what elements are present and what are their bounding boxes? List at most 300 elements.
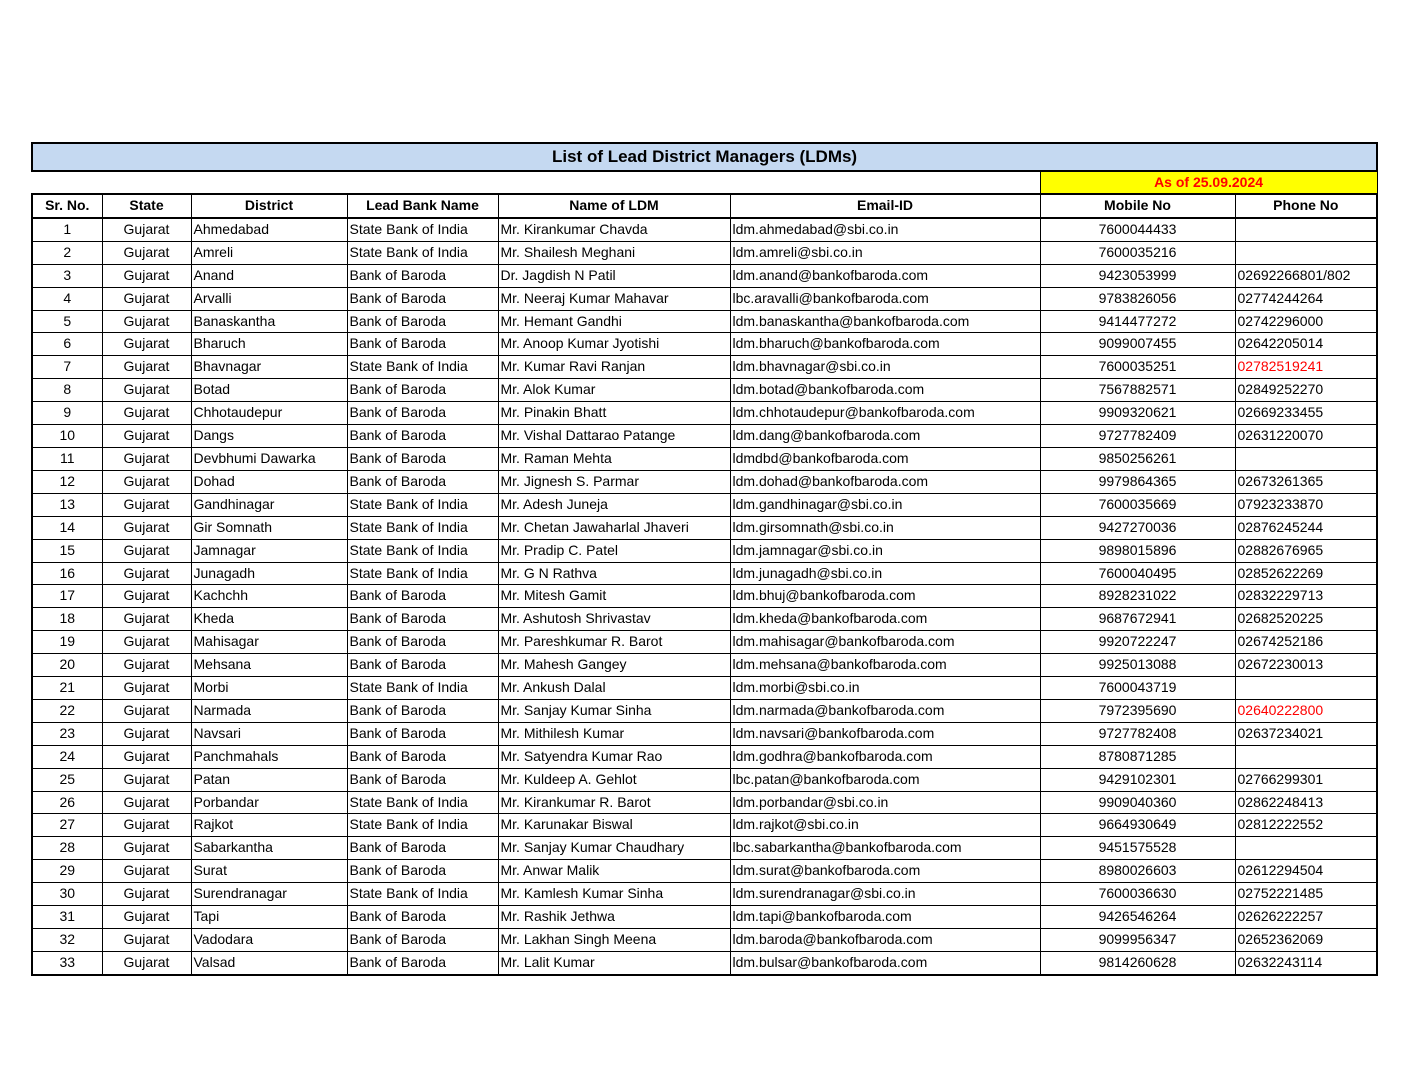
cell-email: ldm.girsomnath@sbi.co.in (730, 516, 1040, 539)
cell-sr-no: 27 (32, 814, 102, 837)
header-district: District (191, 194, 347, 218)
table-row (32, 585, 1377, 608)
cell-ldm-name: Mr. Pinakin Bhatt (498, 402, 730, 425)
cell-ldm-name: Mr. Kirankumar Chavda (498, 218, 730, 241)
cell-phone (1235, 241, 1377, 264)
cell-lead-bank: Bank of Baroda (347, 631, 498, 654)
cell-mobile: 9429102301 (1040, 768, 1235, 791)
cell-lead-bank: Bank of Baroda (347, 470, 498, 493)
cell-state: Gujarat (102, 539, 191, 562)
cell-state: Gujarat (102, 722, 191, 745)
header-phone: Phone No (1235, 194, 1377, 218)
header-lead-bank: Lead Bank Name (347, 194, 498, 218)
cell-mobile: 9727782408 (1040, 722, 1235, 745)
cell-ldm-name: Mr. Satyendra Kumar Rao (498, 745, 730, 768)
cell-phone (1235, 447, 1377, 470)
table-row (32, 722, 1377, 745)
cell-ldm-name: Mr. Sanjay Kumar Sinha (498, 699, 730, 722)
cell-state: Gujarat (102, 516, 191, 539)
table-row (32, 493, 1377, 516)
cell-lead-bank: Bank of Baroda (347, 333, 498, 356)
cell-sr-no: 16 (32, 562, 102, 585)
cell-state: Gujarat (102, 287, 191, 310)
cell-state: Gujarat (102, 654, 191, 677)
cell-ldm-name: Mr. Kumar Ravi Ranjan (498, 356, 730, 379)
table-row (32, 562, 1377, 585)
cell-email: ldm.banaskantha@bankofbaroda.com (730, 310, 1040, 333)
cell-ldm-name: Mr. Mitesh Gamit (498, 585, 730, 608)
cell-state: Gujarat (102, 310, 191, 333)
table-row (32, 699, 1377, 722)
table-row (32, 539, 1377, 562)
cell-ldm-name: Mr. Adesh Juneja (498, 493, 730, 516)
ldm-sheet (31, 142, 1376, 976)
cell-ldm-name: Mr. Ankush Dalal (498, 677, 730, 700)
cell-lead-bank: Bank of Baroda (347, 264, 498, 287)
cell-mobile: 7600040495 (1040, 562, 1235, 585)
cell-ldm-name: Mr. Pareshkumar R. Barot (498, 631, 730, 654)
table-row (32, 654, 1377, 677)
cell-lead-bank: Bank of Baroda (347, 310, 498, 333)
cell-ldm-name: Mr. Ashutosh Shrivastav (498, 608, 730, 631)
cell-lead-bank: Bank of Baroda (347, 745, 498, 768)
cell-ldm-name: Mr. Kamlesh Kumar Sinha (498, 883, 730, 906)
cell-email: ldm.baroda@bankofbaroda.com (730, 929, 1040, 952)
cell-sr-no: 15 (32, 539, 102, 562)
cell-mobile: 8980026603 (1040, 860, 1235, 883)
cell-lead-bank: Bank of Baroda (347, 447, 498, 470)
cell-ldm-name: Mr. Jignesh S. Parmar (498, 470, 730, 493)
cell-sr-no: 33 (32, 951, 102, 974)
cell-lead-bank: Bank of Baroda (347, 585, 498, 608)
cell-mobile: 8780871285 (1040, 745, 1235, 768)
cell-state: Gujarat (102, 860, 191, 883)
cell-sr-no: 7 (32, 356, 102, 379)
cell-phone: 02752221485 (1235, 883, 1377, 906)
cell-mobile: 9451575528 (1040, 837, 1235, 860)
cell-sr-no: 17 (32, 585, 102, 608)
table-row (32, 333, 1377, 356)
cell-email: ldm.mahisagar@bankofbaroda.com (730, 631, 1040, 654)
cell-lead-bank: State Bank of India (347, 562, 498, 585)
cell-ldm-name: Mr. Kirankumar R. Barot (498, 791, 730, 814)
cell-email: ldm.chhotaudepur@bankofbaroda.com (730, 402, 1040, 425)
table-row (32, 356, 1377, 379)
cell-mobile: 9898015896 (1040, 539, 1235, 562)
cell-mobile: 7600043719 (1040, 677, 1235, 700)
cell-state: Gujarat (102, 585, 191, 608)
cell-lead-bank: Bank of Baroda (347, 837, 498, 860)
cell-state: Gujarat (102, 631, 191, 654)
as-of-row (32, 171, 1377, 194)
table-row (32, 402, 1377, 425)
cell-sr-no: 32 (32, 929, 102, 952)
cell-lead-bank: Bank of Baroda (347, 379, 498, 402)
cell-district: Junagadh (191, 562, 347, 585)
cell-lead-bank: Bank of Baroda (347, 860, 498, 883)
cell-email: ldm.godhra@bankofbaroda.com (730, 745, 1040, 768)
header-mobile: Mobile No (1040, 194, 1235, 218)
cell-phone: 02642205014 (1235, 333, 1377, 356)
cell-sr-no: 11 (32, 447, 102, 470)
as-of-date: As of 25.09.2024 (1040, 171, 1377, 194)
cell-sr-no: 19 (32, 631, 102, 654)
cell-sr-no: 24 (32, 745, 102, 768)
cell-lead-bank: Bank of Baroda (347, 425, 498, 448)
cell-phone: 02631220070 (1235, 425, 1377, 448)
cell-email: ldm.morbi@sbi.co.in (730, 677, 1040, 700)
cell-phone: 02612294504 (1235, 860, 1377, 883)
as-of-spacer (32, 171, 1040, 194)
header-ldm-name: Name of LDM (498, 194, 730, 218)
cell-sr-no: 4 (32, 287, 102, 310)
cell-phone: 02876245244 (1235, 516, 1377, 539)
cell-phone: 02882676965 (1235, 539, 1377, 562)
cell-email: ldm.mehsana@bankofbaroda.com (730, 654, 1040, 677)
cell-district: Bharuch (191, 333, 347, 356)
cell-lead-bank: State Bank of India (347, 493, 498, 516)
cell-district: Dohad (191, 470, 347, 493)
cell-lead-bank: Bank of Baroda (347, 402, 498, 425)
cell-sr-no: 10 (32, 425, 102, 448)
cell-state: Gujarat (102, 837, 191, 860)
cell-state: Gujarat (102, 402, 191, 425)
cell-mobile: 9920722247 (1040, 631, 1235, 654)
cell-email: ldm.bhavnagar@sbi.co.in (730, 356, 1040, 379)
cell-sr-no: 6 (32, 333, 102, 356)
cell-state: Gujarat (102, 562, 191, 585)
cell-state: Gujarat (102, 333, 191, 356)
cell-phone: 02673261365 (1235, 470, 1377, 493)
cell-sr-no: 26 (32, 791, 102, 814)
cell-lead-bank: State Bank of India (347, 356, 498, 379)
cell-mobile: 9427270036 (1040, 516, 1235, 539)
cell-district: Mehsana (191, 654, 347, 677)
cell-sr-no: 13 (32, 493, 102, 516)
cell-lead-bank: State Bank of India (347, 883, 498, 906)
cell-email: ldm.junagadh@sbi.co.in (730, 562, 1040, 585)
cell-lead-bank: Bank of Baroda (347, 951, 498, 974)
cell-mobile: 9414477272 (1040, 310, 1235, 333)
cell-ldm-name: Mr. Anwar Malik (498, 860, 730, 883)
cell-district: Patan (191, 768, 347, 791)
table-row (32, 906, 1377, 929)
cell-mobile: 9850256261 (1040, 447, 1235, 470)
cell-lead-bank: State Bank of India (347, 218, 498, 241)
cell-state: Gujarat (102, 241, 191, 264)
table-row (32, 860, 1377, 883)
cell-email: ldm.surendranagar@sbi.co.in (730, 883, 1040, 906)
cell-district: Kheda (191, 608, 347, 631)
cell-sr-no: 18 (32, 608, 102, 631)
cell-mobile: 7567882571 (1040, 379, 1235, 402)
table-row (32, 310, 1377, 333)
cell-phone: 02852622269 (1235, 562, 1377, 585)
cell-district: Rajkot (191, 814, 347, 837)
cell-ldm-name: Mr. Lalit Kumar (498, 951, 730, 974)
table-row (32, 677, 1377, 700)
cell-state: Gujarat (102, 929, 191, 952)
cell-district: Dangs (191, 425, 347, 448)
cell-ldm-name: Mr. Shailesh Meghani (498, 241, 730, 264)
cell-mobile: 9727782409 (1040, 425, 1235, 448)
cell-district: Devbhumi Dawarka (191, 447, 347, 470)
cell-district: Anand (191, 264, 347, 287)
cell-lead-bank: State Bank of India (347, 516, 498, 539)
cell-email: ldmdbd@bankofbaroda.com (730, 447, 1040, 470)
table-row (32, 768, 1377, 791)
cell-sr-no: 14 (32, 516, 102, 539)
table-row (32, 218, 1377, 241)
cell-ldm-name: Mr. Lakhan Singh Meena (498, 929, 730, 952)
title-row (32, 143, 1377, 171)
header-email: Email-ID (730, 194, 1040, 218)
cell-email: ldm.rajkot@sbi.co.in (730, 814, 1040, 837)
cell-phone (1235, 837, 1377, 860)
table-row (32, 425, 1377, 448)
cell-ldm-name: Mr. Anoop Kumar Jyotishi (498, 333, 730, 356)
cell-mobile: 9687672941 (1040, 608, 1235, 631)
cell-sr-no: 1 (32, 218, 102, 241)
table-row (32, 929, 1377, 952)
table-row (32, 608, 1377, 631)
cell-lead-bank: State Bank of India (347, 241, 498, 264)
cell-state: Gujarat (102, 425, 191, 448)
cell-sr-no: 8 (32, 379, 102, 402)
table-row (32, 264, 1377, 287)
cell-mobile: 7600035669 (1040, 493, 1235, 516)
cell-mobile: 7600035216 (1040, 241, 1235, 264)
cell-sr-no: 21 (32, 677, 102, 700)
cell-mobile: 7600035251 (1040, 356, 1235, 379)
cell-lead-bank: State Bank of India (347, 791, 498, 814)
cell-phone: 02632243114 (1235, 951, 1377, 974)
cell-email: lbc.sabarkantha@bankofbaroda.com (730, 837, 1040, 860)
cell-phone (1235, 677, 1377, 700)
cell-district: Porbandar (191, 791, 347, 814)
cell-lead-bank: Bank of Baroda (347, 699, 498, 722)
cell-sr-no: 2 (32, 241, 102, 264)
cell-phone: 02692266801/802 (1235, 264, 1377, 287)
cell-mobile: 7600044433 (1040, 218, 1235, 241)
cell-lead-bank: Bank of Baroda (347, 287, 498, 310)
cell-sr-no: 5 (32, 310, 102, 333)
table-row (32, 745, 1377, 768)
table-row (32, 241, 1377, 264)
cell-state: Gujarat (102, 745, 191, 768)
cell-mobile: 9909320621 (1040, 402, 1235, 425)
cell-email: ldm.porbandar@sbi.co.in (730, 791, 1040, 814)
cell-state: Gujarat (102, 356, 191, 379)
cell-ldm-name: Mr. Kuldeep A. Gehlot (498, 768, 730, 791)
cell-ldm-name: Mr. G N Rathva (498, 562, 730, 585)
cell-email: lbc.patan@bankofbaroda.com (730, 768, 1040, 791)
cell-ldm-name: Mr. Mithilesh Kumar (498, 722, 730, 745)
cell-email: ldm.dohad@bankofbaroda.com (730, 470, 1040, 493)
cell-district: Banaskantha (191, 310, 347, 333)
cell-state: Gujarat (102, 379, 191, 402)
cell-state: Gujarat (102, 264, 191, 287)
cell-mobile: 9423053999 (1040, 264, 1235, 287)
cell-district: Surat (191, 860, 347, 883)
cell-email: ldm.bharuch@bankofbaroda.com (730, 333, 1040, 356)
cell-mobile: 7972395690 (1040, 699, 1235, 722)
cell-email: ldm.narmada@bankofbaroda.com (730, 699, 1040, 722)
cell-district: Botad (191, 379, 347, 402)
cell-mobile: 9979864365 (1040, 470, 1235, 493)
cell-ldm-name: Mr. Karunakar Biswal (498, 814, 730, 837)
table-row (32, 951, 1377, 974)
cell-phone (1235, 745, 1377, 768)
cell-phone: 02742296000 (1235, 310, 1377, 333)
cell-district: Navsari (191, 722, 347, 745)
cell-ldm-name: Mr. Sanjay Kumar Chaudhary (498, 837, 730, 860)
cell-lead-bank: Bank of Baroda (347, 654, 498, 677)
cell-phone: 02637234021 (1235, 722, 1377, 745)
cell-ldm-name: Mr. Pradip C. Patel (498, 539, 730, 562)
cell-mobile: 9664930649 (1040, 814, 1235, 837)
cell-email: ldm.botad@bankofbaroda.com (730, 379, 1040, 402)
cell-state: Gujarat (102, 883, 191, 906)
cell-mobile: 9099007455 (1040, 333, 1235, 356)
cell-district: Valsad (191, 951, 347, 974)
cell-sr-no: 20 (32, 654, 102, 677)
cell-state: Gujarat (102, 699, 191, 722)
table-row (32, 447, 1377, 470)
table-body (32, 218, 1377, 975)
cell-mobile: 8928231022 (1040, 585, 1235, 608)
header-row (32, 194, 1377, 218)
cell-phone: 02669233455 (1235, 402, 1377, 425)
cell-district: Ahmedabad (191, 218, 347, 241)
cell-ldm-name: Mr. Raman Mehta (498, 447, 730, 470)
header-sr-no: Sr. No. (32, 194, 102, 218)
cell-email: lbc.aravalli@bankofbaroda.com (730, 287, 1040, 310)
cell-state: Gujarat (102, 677, 191, 700)
cell-sr-no: 3 (32, 264, 102, 287)
cell-lead-bank: Bank of Baroda (347, 929, 498, 952)
cell-district: Mahisagar (191, 631, 347, 654)
cell-email: ldm.navsari@bankofbaroda.com (730, 722, 1040, 745)
cell-phone: 02652362069 (1235, 929, 1377, 952)
cell-district: Arvalli (191, 287, 347, 310)
cell-sr-no: 29 (32, 860, 102, 883)
cell-phone: 02832229713 (1235, 585, 1377, 608)
cell-district: Sabarkantha (191, 837, 347, 860)
cell-ldm-name: Mr. Vishal Dattarao Patange (498, 425, 730, 448)
cell-mobile: 9925013088 (1040, 654, 1235, 677)
cell-phone: 02766299301 (1235, 768, 1377, 791)
cell-state: Gujarat (102, 470, 191, 493)
cell-email: ldm.bhuj@bankofbaroda.com (730, 585, 1040, 608)
cell-phone: 02812222552 (1235, 814, 1377, 837)
cell-lead-bank: Bank of Baroda (347, 906, 498, 929)
cell-lead-bank: State Bank of India (347, 814, 498, 837)
cell-email: ldm.gandhinagar@sbi.co.in (730, 493, 1040, 516)
cell-district: Narmada (191, 699, 347, 722)
cell-email: ldm.amreli@sbi.co.in (730, 241, 1040, 264)
cell-phone: 02626222257 (1235, 906, 1377, 929)
cell-lead-bank: State Bank of India (347, 539, 498, 562)
cell-phone: 02782519241 (1235, 356, 1377, 379)
cell-district: Bhavnagar (191, 356, 347, 379)
cell-phone: 02862248413 (1235, 791, 1377, 814)
cell-phone: 02672230013 (1235, 654, 1377, 677)
cell-district: Gir Somnath (191, 516, 347, 539)
cell-phone (1235, 218, 1377, 241)
table-row (32, 631, 1377, 654)
cell-sr-no: 28 (32, 837, 102, 860)
table-row (32, 379, 1377, 402)
table-row (32, 814, 1377, 837)
cell-district: Kachchh (191, 585, 347, 608)
cell-mobile: 9783826056 (1040, 287, 1235, 310)
cell-email: ldm.ahmedabad@sbi.co.in (730, 218, 1040, 241)
cell-district: Morbi (191, 677, 347, 700)
cell-email: ldm.surat@bankofbaroda.com (730, 860, 1040, 883)
table-row (32, 791, 1377, 814)
cell-mobile: 9099956347 (1040, 929, 1235, 952)
cell-phone: 02849252270 (1235, 379, 1377, 402)
cell-email: ldm.tapi@bankofbaroda.com (730, 906, 1040, 929)
cell-ldm-name: Mr. Neeraj Kumar Mahavar (498, 287, 730, 310)
cell-ldm-name: Mr. Alok Kumar (498, 379, 730, 402)
cell-state: Gujarat (102, 608, 191, 631)
cell-sr-no: 22 (32, 699, 102, 722)
cell-email: ldm.jamnagar@sbi.co.in (730, 539, 1040, 562)
table-row (32, 883, 1377, 906)
cell-lead-bank: Bank of Baroda (347, 722, 498, 745)
cell-ldm-name: Mr. Mahesh Gangey (498, 654, 730, 677)
cell-phone: 02682520225 (1235, 608, 1377, 631)
table-row (32, 516, 1377, 539)
cell-state: Gujarat (102, 493, 191, 516)
cell-lead-bank: State Bank of India (347, 677, 498, 700)
table-row (32, 837, 1377, 860)
cell-state: Gujarat (102, 814, 191, 837)
cell-district: Panchmahals (191, 745, 347, 768)
cell-phone: 02674252186 (1235, 631, 1377, 654)
cell-district: Amreli (191, 241, 347, 264)
cell-mobile: 7600036630 (1040, 883, 1235, 906)
cell-phone: 07923233870 (1235, 493, 1377, 516)
cell-ldm-name: Dr. Jagdish N Patil (498, 264, 730, 287)
table-row (32, 470, 1377, 493)
cell-sr-no: 12 (32, 470, 102, 493)
cell-state: Gujarat (102, 906, 191, 929)
ldm-table (31, 142, 1378, 976)
cell-email: ldm.anand@bankofbaroda.com (730, 264, 1040, 287)
header-state: State (102, 194, 191, 218)
cell-sr-no: 30 (32, 883, 102, 906)
cell-lead-bank: Bank of Baroda (347, 608, 498, 631)
cell-sr-no: 9 (32, 402, 102, 425)
table-row (32, 287, 1377, 310)
cell-state: Gujarat (102, 951, 191, 974)
cell-district: Chhotaudepur (191, 402, 347, 425)
cell-mobile: 9426546264 (1040, 906, 1235, 929)
cell-email: ldm.kheda@bankofbaroda.com (730, 608, 1040, 631)
cell-lead-bank: Bank of Baroda (347, 768, 498, 791)
cell-sr-no: 31 (32, 906, 102, 929)
cell-state: Gujarat (102, 218, 191, 241)
cell-mobile: 9909040360 (1040, 791, 1235, 814)
cell-district: Jamnagar (191, 539, 347, 562)
cell-state: Gujarat (102, 447, 191, 470)
cell-district: Surendranagar (191, 883, 347, 906)
cell-email: ldm.dang@bankofbaroda.com (730, 425, 1040, 448)
cell-email: ldm.bulsar@bankofbaroda.com (730, 951, 1040, 974)
